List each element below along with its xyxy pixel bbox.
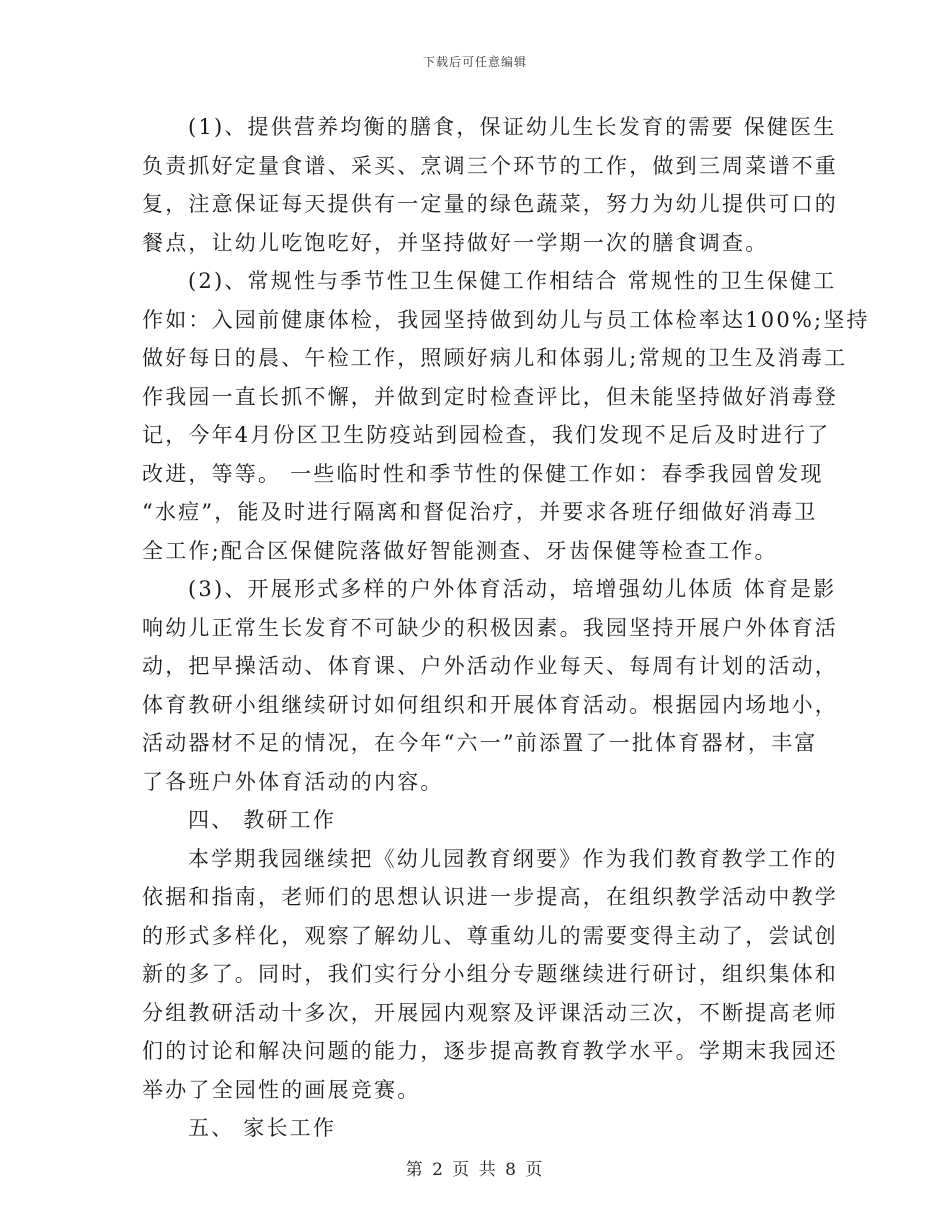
text-line: 依据和指南，老师们的思想认识进一步提高，在组织教学活动中教学 (142, 885, 838, 909)
document-body (142, 108, 870, 1148)
text-line: 活动器材不足的情况，在今年“六一”前添置了一批体育器材，丰富 (142, 731, 818, 755)
section-heading: 四、 教研工作 (188, 808, 337, 832)
text-line: 复，注意保证每天提供有一定量的绿色蔬菜，努力为幼儿提供可口的 (142, 192, 838, 216)
text-line: 体育教研小组继续研讨如何组织和开展体育活动。根据园内场地小， (142, 692, 838, 717)
text-line: 的形式多样化，观察了解幼儿、尊重幼儿的需要变得主动了，尝试创 (142, 923, 838, 948)
section-heading: 五、 家长工作 (188, 1116, 337, 1140)
text-line: 了各班户外体育活动的内容。 (142, 769, 444, 794)
page-number-footer: 第 2 页 共 8 页 (405, 1160, 545, 1180)
text-line: 记，今年4月份区卫生防疫站到园检查，我们发现不足后及时进行了 (142, 423, 831, 447)
text-line: 们的讨论和解决问题的能力，逐步提高教育教学水平。学期末我园还 (142, 1039, 838, 1063)
text-line: 作我园一直长抓不懈，并做到定时检查评比，但未能坚持做好消毒登 (142, 384, 838, 409)
text-line: 负责抓好定量食谱、采买、烹调三个环节的工作，做到三周菜谱不重 (142, 153, 838, 178)
text-line: 响幼儿正常生长发育不可缺少的积极因素。我园坚持开展户外体育活 (142, 615, 838, 640)
text-line: (3)、开展形式多样的户外体育活动，培增强幼儿体质 体育是影 (188, 577, 837, 601)
text-line: 分组教研活动十多次，开展园内观察及评课活动三次，不断提高老师 (142, 1000, 838, 1025)
text-line: 举办了全园性的画展竞赛。 (142, 1077, 421, 1102)
text-line: 做好每日的晨、午检工作，照顾好病儿和体弱儿;常规的卫生及消毒工 (142, 346, 848, 370)
text-line: 本学期我园继续把《幼儿园教育纲要》作为我们教育教学工作的 (188, 846, 838, 871)
text-line: (1)、提供营养均衡的膳食，保证幼儿生长发育的需要 保健医生 (188, 115, 837, 139)
text-line: “水痘”，能及时进行隔离和督促治疗，并要求各班仔细做好消毒卫 (142, 500, 818, 524)
text-line: 动，把早操活动、体育课、户外活动作业每天、每周有计划的活动， (142, 654, 838, 678)
text-line: 作如：入园前健康体检，我园坚持做到幼儿与员工体检率达100%;坚持 (142, 307, 870, 332)
text-line: 改进，等等。 一些临时性和季节性的保健工作如：春季我园曾发现 (142, 461, 824, 486)
page-header: 下载后可任意编辑 (422, 55, 527, 69)
text-line: 新的多了。同时，我们实行分小组分专题继续进行研讨，组织集体和 (142, 962, 838, 986)
text-line: 餐点，让幼儿吃饱吃好，并坚持做好一学期一次的膳食调查。 (142, 230, 769, 255)
text-line: 全工作;配合区保健院落做好智能测查、牙齿保健等检查工作。 (142, 538, 778, 563)
text-line: (2)、常规性与季节性卫生保健工作相结合 常规性的卫生保健工 (188, 269, 837, 293)
